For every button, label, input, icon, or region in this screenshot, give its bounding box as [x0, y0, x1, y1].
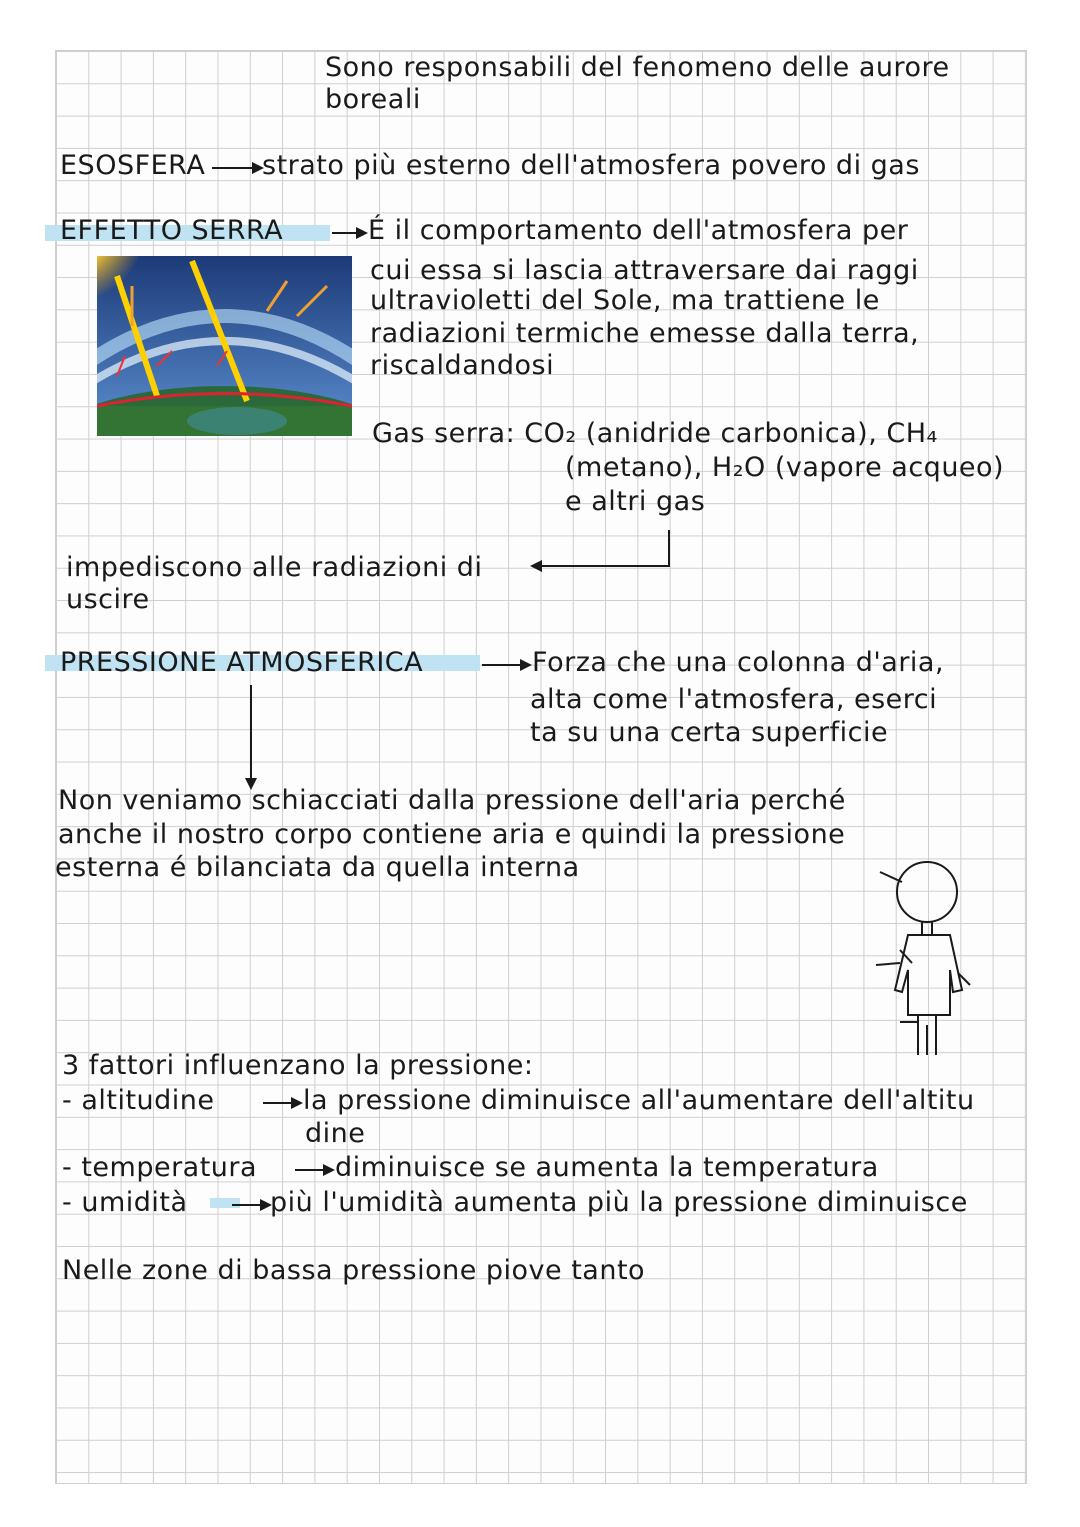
def-temperatura: diminuisce se aumenta la temperatura [335, 1152, 879, 1183]
text-gas-serra-1: Gas serra: CO₂ (anidride carbonica), CH₄ [372, 418, 938, 449]
arrow-esosfera [212, 167, 254, 169]
text-bilancio-2: anche il nostro corpo contiene aria e quindi la pressione [58, 819, 846, 850]
def-pressione-2: alta come l'atmosfera, eserci [530, 684, 938, 715]
arrow-temperatura [295, 1169, 325, 1171]
def-pressione-3: ta su una certa superficie [530, 717, 889, 748]
body-pressure-figure [870, 860, 980, 1060]
text-impediscono-2: uscire [66, 584, 150, 615]
arrow-down-pressione [250, 685, 252, 780]
def-altitudine-cont: dine [305, 1118, 366, 1149]
text-gas-serra-2: (metano), H₂O (vapore acqueo) [565, 452, 1005, 483]
greenhouse-effect-illustration [97, 256, 352, 436]
def-serra-3: ultravioletti del Sole, ma trattiene le [370, 285, 880, 316]
def-altitudine: la pressione diminuisce all'aumentare dell'altitu [303, 1085, 975, 1116]
arrow-impediscono [540, 565, 670, 567]
arrow-pressione [482, 664, 522, 666]
term-temperatura: - temperatura [62, 1152, 258, 1183]
text-fattori: 3 fattori influenzano la pressione: [62, 1050, 534, 1081]
def-serra-2: cui essa si lascia attraversare dai raggi [370, 255, 919, 286]
def-pressione-1: Forza che una colonna d'aria, [532, 647, 945, 678]
text-bilancio-1: Non veniamo schiacciati dalla pressione dell'aria perché [58, 785, 846, 816]
text-bilancio-3: esterna é bilanciata da quella interna [55, 852, 580, 883]
def-serra-1: É il comportamento dell'atmosfera per [368, 215, 909, 246]
def-esosfera: strato più esterno dell'atmosfera povero di gas [262, 150, 920, 181]
text-gas-serra-3: e altri gas [565, 486, 706, 517]
arrow-serra [332, 232, 358, 234]
text-boreali: boreali [325, 84, 421, 115]
text-aurore: Sono responsabili del fenomeno delle aurore [325, 52, 950, 83]
text-impediscono-1: impediscono alle radiazioni di [66, 552, 483, 583]
term-altitudine: - altitudine [62, 1085, 215, 1116]
def-umidita: più l'umidità aumenta più la pressione diminuisce [270, 1187, 968, 1218]
arrow-umidita [232, 1204, 262, 1206]
term-esosfera: ESOSFERA [60, 150, 206, 181]
term-effetto-serra: EFFETTO SERRA [60, 215, 284, 246]
text-bassa-pressione: Nelle zone di bassa pressione piove tanto [62, 1255, 646, 1286]
term-pressione-atmosferica: PRESSIONE ATMOSFERICA [60, 647, 424, 678]
term-umidita: - umidità [62, 1187, 188, 1218]
arrow-altitudine [263, 1102, 293, 1104]
highlight-umidita [210, 1198, 240, 1208]
connector-vertical [668, 530, 670, 566]
def-serra-5: riscaldandosi [370, 350, 555, 381]
def-serra-4: radiazioni termiche emesse dalla terra, [370, 318, 920, 349]
